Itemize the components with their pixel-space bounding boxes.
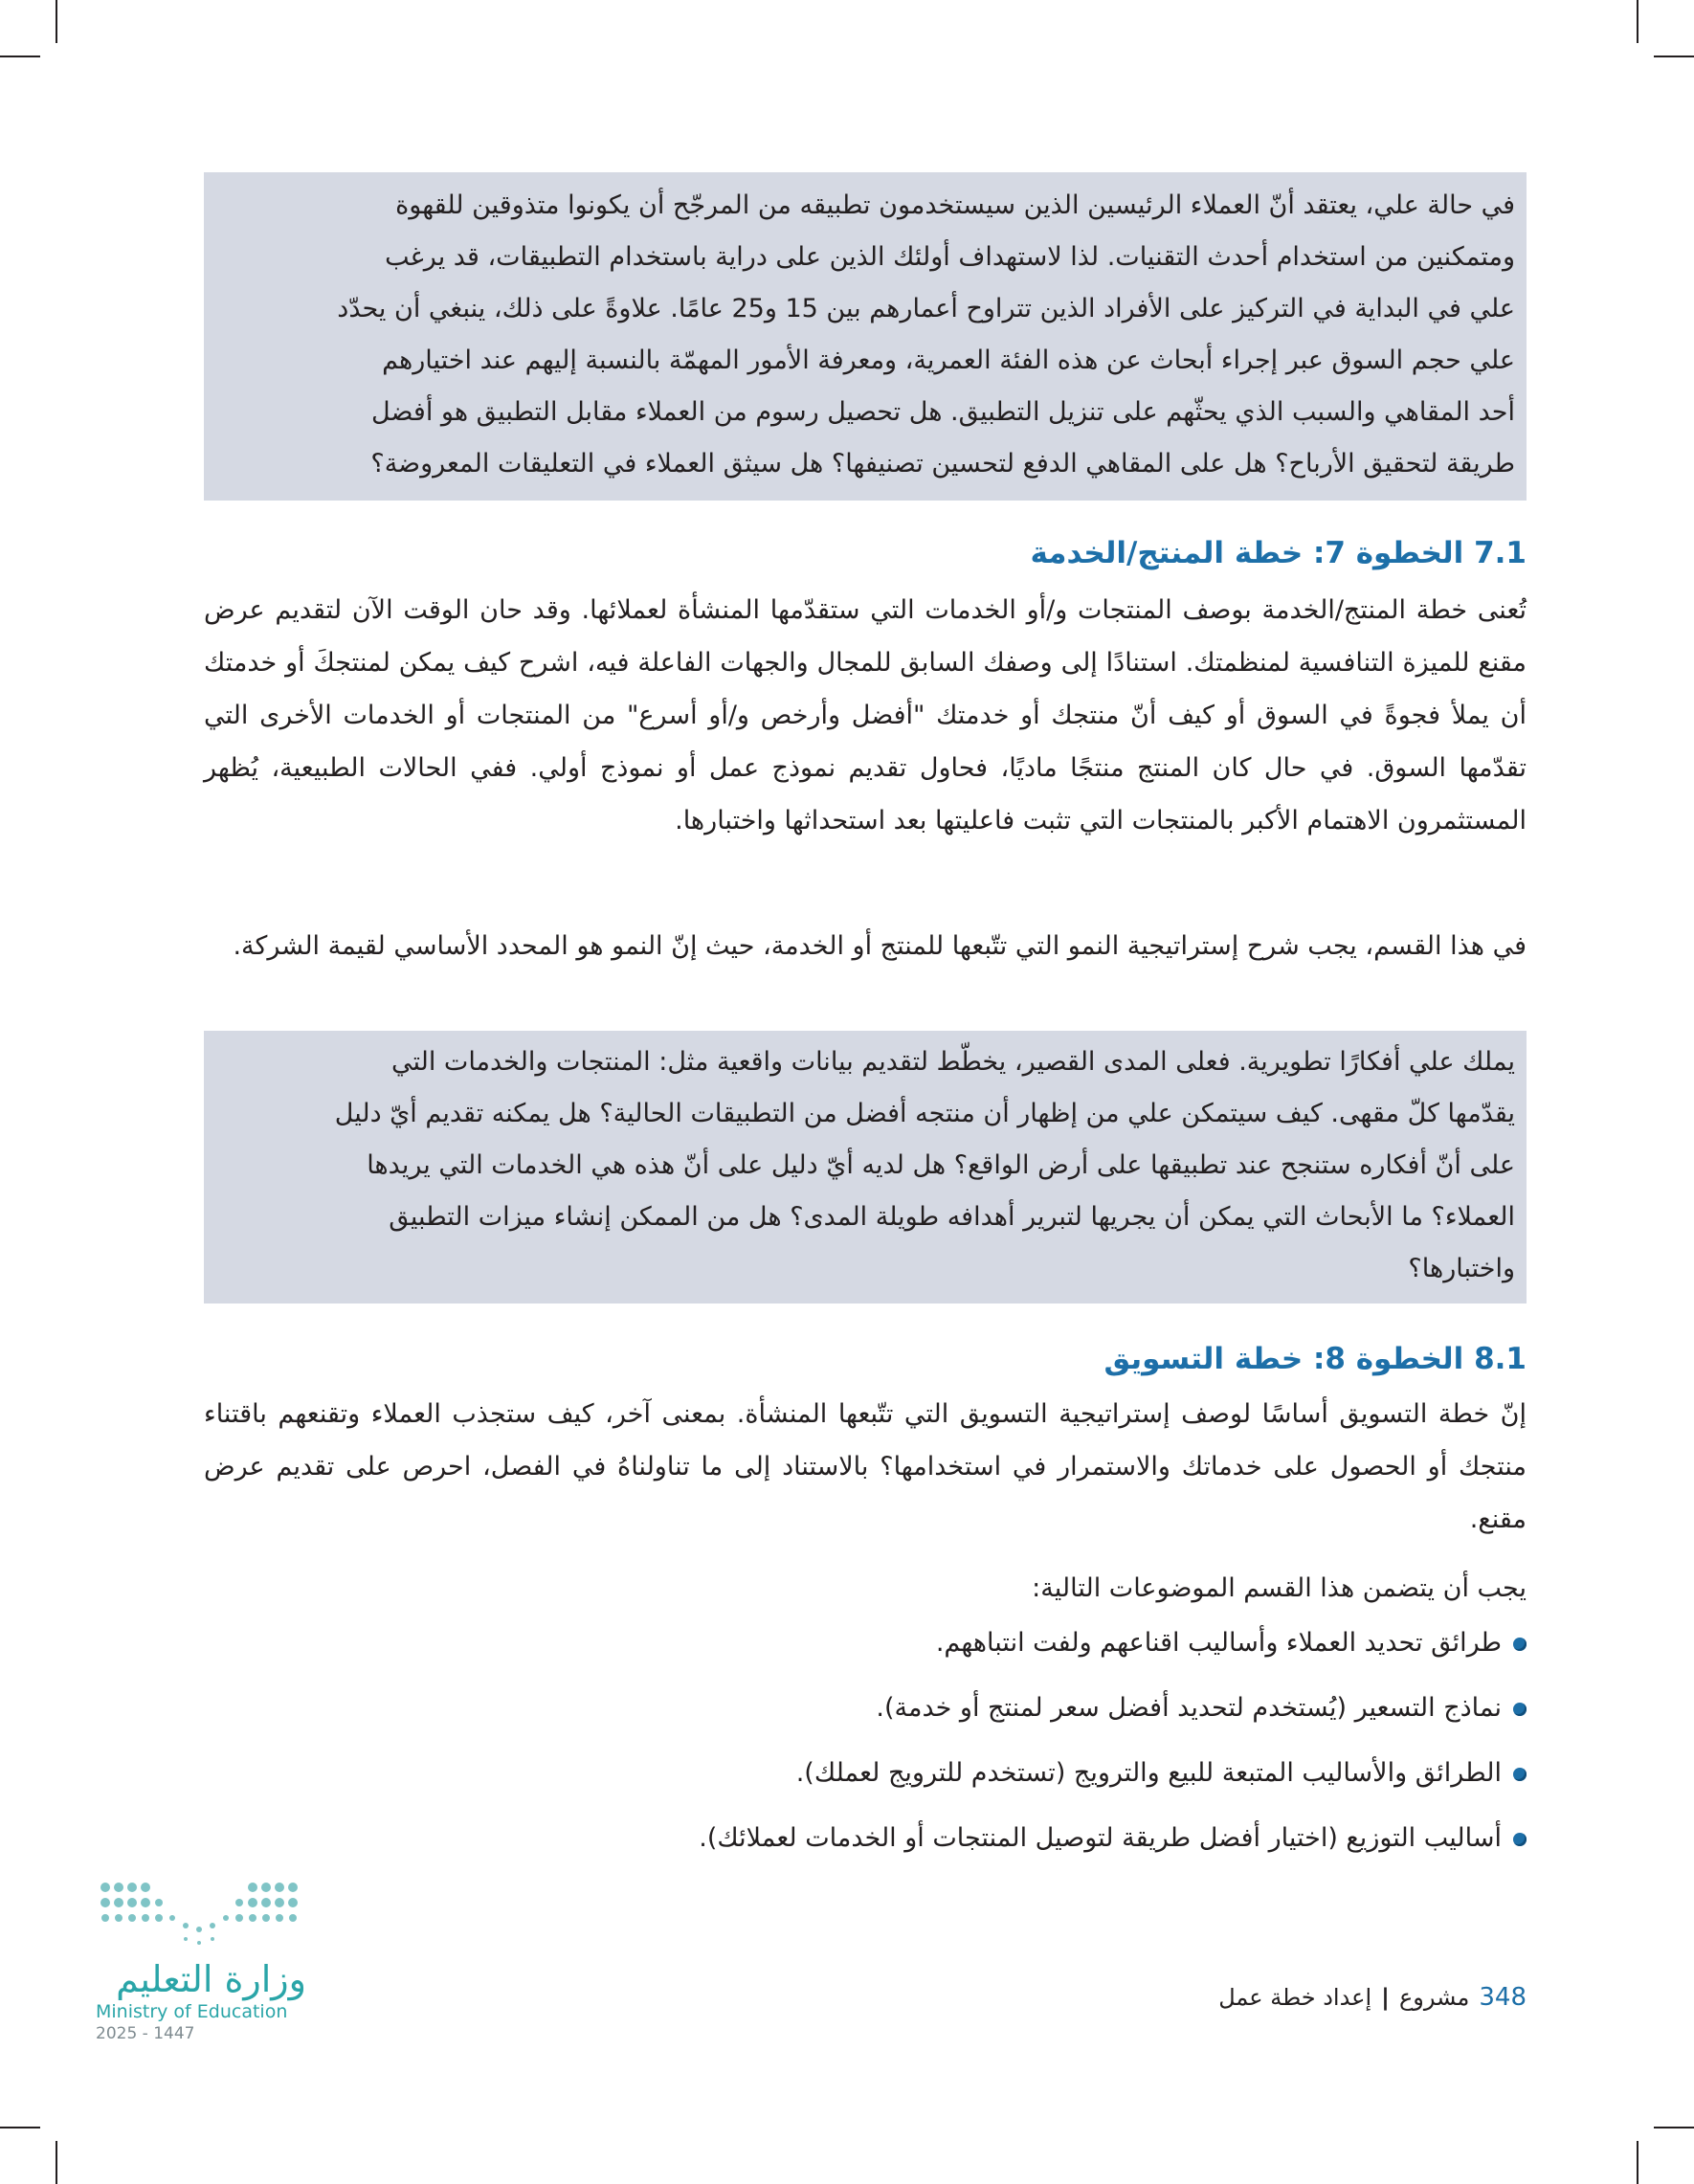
page-footer <box>1218 1983 1527 2012</box>
example-line: ومتمكنين من استخدام أحدث التقنيات. لذا لاستهداف أولئك الذين على دراية باستخدام التطبيقات، قد يرغب <box>385 242 1515 272</box>
example-line: واختبارها؟ <box>1408 1254 1515 1283</box>
list-item <box>204 1685 1527 1750</box>
crop-mark-bottom-right-v <box>1637 2141 1638 2184</box>
crop-mark-top-left-v <box>56 0 57 43</box>
product-plan-paragraph-1: تُعنى خطة المنتج/الخدمة بوصف المنتجات و/أو الخدمات التي ستقدّمها المنشأة لعملائها. وقد حان الوقت الآن لتقديم عرض مقنع للميزة التنافسية لمنظمتك. استنادًا إلى وصفك السابق للمجال والجهات الفاعلة فيه، اشرح كيف يمكن لمنتجكَ أو خدمتك أن يملأ فجوةً في السوق أو كيف أنّ منتجك أو خدمتك "أفضل وأرخص و/أو أسرع" من المنتجات أو الخدمات الأخرى التي تقدّمها السوق. في حال كان المنتج منتجًا ماديًا، فحاول تقديم نموذج عمل أو نموذج أولي. ففي الحالات الطبيعية، يُظهر المستثمرون الاهتمام الأكبر بالمنتجات التي تثبت فاعليتها بعد استحداثها واختبارها. <box>204 595 1527 836</box>
marketing-topics-list <box>204 1620 1527 1881</box>
marketing-plan-paragraph-1: إنّ خطة التسويق أساسًا لوصف إستراتيجية التسويق التي تتّبعها المنشأة. بمعنى آخر، كيف ستجذب العملاء وتقنعهم باقتناء منتجك أو الحصول على خدماتك والاستمرار في استخدامها؟ بالاستناد إلى ما تناولناهُ في الفصل، احرص على تقديم عرض مقنع. <box>204 1399 1527 1534</box>
footer-section: مشروع <box>1398 1984 1470 2011</box>
list-item-text: الطرائق والأساليب المتبعة للبيع والترويج (تستخدم للترويج لعملك). <box>795 1758 1502 1788</box>
example-line: يقدّمها كلّ مقهى. كيف سيتمكن علي من إظهار أن منتجه أفضل من التطبيقات الحالية؟ هل يمكنه تقديم أيّ دليل <box>334 1099 1515 1128</box>
list-item <box>204 1816 1527 1881</box>
bullet-dot-icon <box>1513 1768 1527 1781</box>
product-plan-paragraph-2: في هذا القسم، يجب شرح إستراتيجية النمو التي تتّبعها للمنتج أو الخدمة، حيث إنّ النمو هو المحدد الأساسي لقيمة الشركة. <box>233 931 1527 961</box>
crop-mark-top-left-h <box>0 56 40 57</box>
list-item-text: أساليب التوزيع (اختيار أفضل طريقة لتوصيل المنتجات أو الخدمات لعملائك). <box>699 1823 1502 1853</box>
example-box-2 <box>204 1031 1527 1304</box>
list-item <box>204 1750 1527 1816</box>
section-heading-marketing-plan: 8.1 الخطوة 8: خطة التسويق <box>1103 1342 1527 1376</box>
crop-mark-bottom-left-h <box>0 2127 40 2128</box>
bullet-dot-icon <box>1513 1703 1527 1716</box>
example-line: علي حجم السوق عبر إجراء أبحاث عن هذه الفئة العمرية، ومعرفة الأمور المهمّة بالنسبة إليهم عند اختيارهم <box>382 345 1515 375</box>
ministry-name-english: Ministry of Education <box>96 2001 288 2022</box>
bullet-dot-icon <box>1513 1833 1527 1846</box>
example-box-1 <box>204 172 1527 501</box>
ministry-logo <box>96 1878 306 2044</box>
example-line: علي في البداية في التركيز على الأفراد الذين تتراوح أعمارهم بين 15 و25 عامًا. علاوةً على ذلك، ينبغي أن يحدّد <box>337 294 1515 323</box>
example-line: طريقة لتحقيق الأرباح؟ هل على المقاهي الدفع لتحسين تصنيفها؟ هل سيثق العملاء في التعليقات المعروضة؟ <box>370 449 1515 479</box>
example-line: أحد المقاهي والسبب الذي يحثّهم على تنزيل التطبيق. هل تحصيل رسوم من العملاء مقابل التطبيق هو أفضل <box>371 397 1515 427</box>
crop-mark-top-right-h <box>1654 56 1694 57</box>
footer-chapter: إعداد خطة عمل <box>1218 1984 1372 2011</box>
list-item-text: طرائق تحديد العملاء وأساليب اقناعهم ولفت انتباههم. <box>935 1628 1502 1658</box>
crop-mark-bottom-left-v <box>56 2141 57 2184</box>
example-line: في حالة علي، يعتقد أنّ العملاء الرئيسين الذين سيستخدمون تطبيقه من المرجّح أن يكونوا متذوقين للقهوة <box>395 190 1515 220</box>
ministry-year: 2025 - 1447 <box>96 2024 195 2043</box>
list-item-text: نماذج التسعير (يُستخدم لتحديد أفضل سعر لمنتج أو خدمة). <box>876 1693 1502 1723</box>
example-line: يملك علي أفكارًا تطويرية. فعلى المدى القصير، يخطّط لتقديم بيانات واقعية مثل: المنتجات والخدمات التي <box>390 1047 1515 1077</box>
section-heading-product-plan: 7.1 الخطوة 7: خطة المنتج/الخدمة <box>1030 536 1527 570</box>
crop-mark-top-right-v <box>1637 0 1638 43</box>
crop-mark-bottom-right-h <box>1654 2127 1694 2128</box>
page-number: 348 <box>1479 1983 1527 2012</box>
marketing-plan-paragraph-2: يجب أن يتضمن هذا القسم الموضوعات التالية: <box>1032 1573 1527 1603</box>
ministry-dots-icon <box>96 1878 306 1954</box>
example-line: على أنّ أفكاره ستنجح عند تطبيقها على أرض الواقع؟ هل لديه أيّ دليل على أنّ هذه هي الخدمات التي يريدها <box>367 1150 1515 1180</box>
ministry-name-arabic: وزارة التعليم <box>116 1958 306 2000</box>
bullet-dot-icon <box>1513 1638 1527 1651</box>
footer-separator: | <box>1381 1984 1390 2011</box>
example-line: العملاء؟ ما الأبحاث التي يمكن أن يجريها لتبرير أهدافه طويلة المدى؟ هل من الممكن إنشاء ميزات التطبيق <box>389 1202 1515 1232</box>
list-item <box>204 1620 1527 1685</box>
